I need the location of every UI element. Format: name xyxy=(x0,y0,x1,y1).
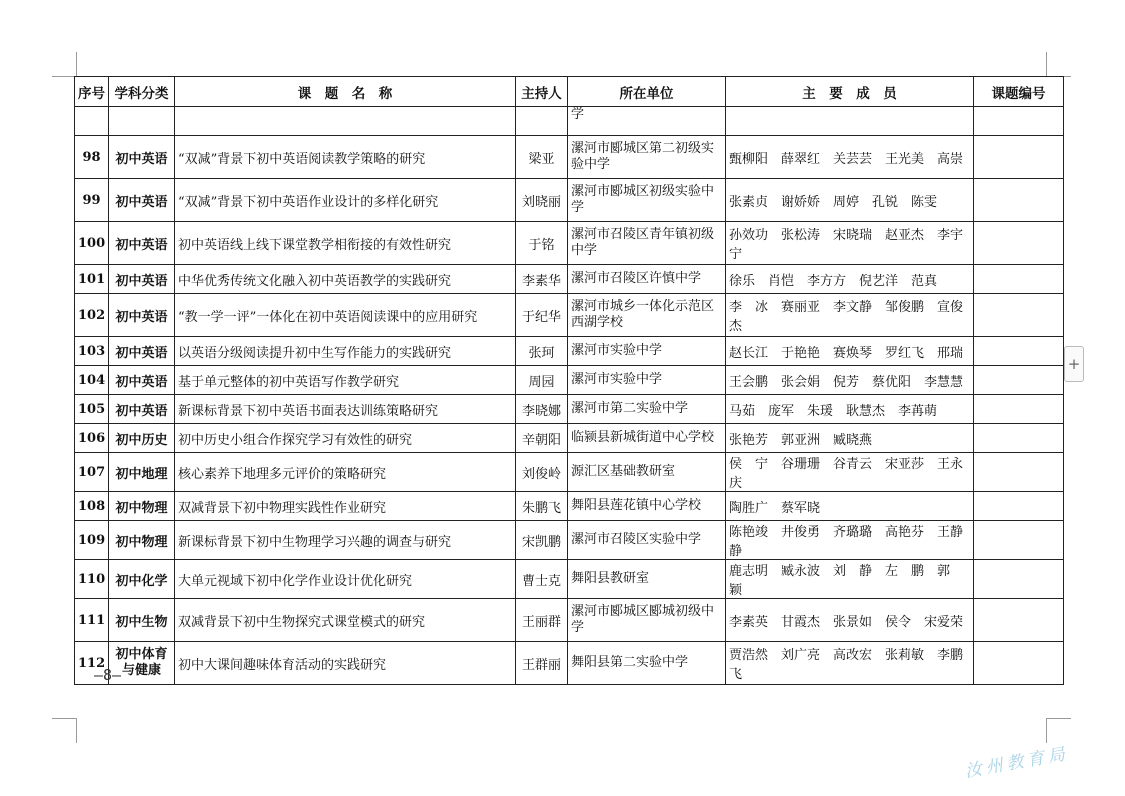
cell-members: 侯 宁 谷珊珊 谷青云 宋亚莎 王永庆 xyxy=(726,453,974,492)
cell-title xyxy=(175,107,516,136)
cell-subject: 初中英语 xyxy=(109,265,175,294)
table-row xyxy=(75,366,1064,395)
cell-unit: 漯河市第二实验中学 xyxy=(568,395,726,424)
cell-members: 张艳芳 郭亚洲 臧晓燕 xyxy=(726,424,974,453)
cell-title: “双减”背景下初中英语作业设计的多样化研究 xyxy=(175,179,516,222)
cell-title: 大单元视域下初中化学作业设计优化研究 xyxy=(175,560,516,599)
cell-no: 105 xyxy=(75,395,109,424)
cell-code xyxy=(974,492,1064,521)
cell-host: 周园 xyxy=(516,366,568,395)
cell-subject: 初中物理 xyxy=(109,521,175,560)
cell-no: 103 xyxy=(75,337,109,366)
cell-unit: 临颍县新城街道中心学校 xyxy=(568,424,726,453)
cell-members: 张素贞 谢娇娇 周婷 孔锐 陈雯 xyxy=(726,179,974,222)
header-code: 课题编号 xyxy=(974,77,1064,107)
cell-title: “双减”背景下初中英语阅读教学策略的研究 xyxy=(175,136,516,179)
cell-subject: 初中英语 xyxy=(109,294,175,337)
cell-code xyxy=(974,395,1064,424)
cell-host: 于铭 xyxy=(516,222,568,265)
cell-host: 梁亚 xyxy=(516,136,568,179)
cell-host: 王群丽 xyxy=(516,642,568,685)
cell-code xyxy=(974,294,1064,337)
header-unit: 所在单位 xyxy=(568,77,726,107)
cell-title: “教一学一评”一体化在初中英语阅读课中的应用研究 xyxy=(175,294,516,337)
cell-members: 李素英 甘霞杰 张景如 侯令 宋爱荣 xyxy=(726,599,974,642)
cell-code xyxy=(974,599,1064,642)
cell-title: 新课标背景下初中生物理学习兴趣的调查与研究 xyxy=(175,521,516,560)
cell-subject: 初中生物 xyxy=(109,599,175,642)
header-subject: 学科分类 xyxy=(109,77,175,107)
table-row xyxy=(75,599,1064,642)
table-row xyxy=(75,294,1064,337)
cell-title: 基于单元整体的初中英语写作教学研究 xyxy=(175,366,516,395)
header-title: 课 题 名 称 xyxy=(175,77,516,107)
table-row xyxy=(75,521,1064,560)
cell-subject: 初中体育与健康 xyxy=(109,642,175,685)
cell-no xyxy=(75,107,109,136)
table-row xyxy=(75,395,1064,424)
research-topics-table xyxy=(74,76,1064,685)
cell-code xyxy=(974,265,1064,294)
cell-no: 102 xyxy=(75,294,109,337)
cell-title: 以英语分级阅读提升初中生写作能力的实践研究 xyxy=(175,337,516,366)
cell-subject: 初中英语 xyxy=(109,395,175,424)
cell-unit: 漯河市郾城区郾城初级中学 xyxy=(568,599,726,642)
cell-unit: 学 xyxy=(568,107,726,136)
cell-unit: 源汇区基础教研室 xyxy=(568,453,726,492)
cell-members: 甄柳阳 薛翠红 关芸芸 王光美 高崇 xyxy=(726,136,974,179)
table-row xyxy=(75,642,1064,685)
corner-mark-top-right xyxy=(1046,52,1071,77)
cell-unit: 漯河市郾城区第二初级实验中学 xyxy=(568,136,726,179)
cell-code xyxy=(974,453,1064,492)
cell-title: 初中历史小组合作探究学习有效性的研究 xyxy=(175,424,516,453)
cell-title: 双减背景下初中物理实践性作业研究 xyxy=(175,492,516,521)
cell-members: 陈艳竣 井俊勇 齐璐璐 高艳芬 王静静 xyxy=(726,521,974,560)
cell-title: 核心素养下地理多元评价的策略研究 xyxy=(175,453,516,492)
cell-no: 99 xyxy=(75,179,109,222)
cell-no: 112 xyxy=(75,642,109,685)
page-number: —8— xyxy=(94,666,122,684)
cell-subject xyxy=(109,107,175,136)
header-host: 主持人 xyxy=(516,77,568,107)
cell-code xyxy=(974,337,1064,366)
table-row xyxy=(75,265,1064,294)
table-row xyxy=(75,560,1064,599)
corner-mark-bottom-left xyxy=(52,718,77,743)
cell-subject: 初中英语 xyxy=(109,179,175,222)
cell-unit: 舞阳县第二实验中学 xyxy=(568,642,726,685)
cell-host: 李晓娜 xyxy=(516,395,568,424)
cell-host: 朱鹏飞 xyxy=(516,492,568,521)
cell-host: 辛朝阳 xyxy=(516,424,568,453)
cell-members: 陶胜广 蔡军晓 xyxy=(726,492,974,521)
cell-no: 111 xyxy=(75,599,109,642)
cell-host: 曹士克 xyxy=(516,560,568,599)
cell-unit: 漯河市召陵区许慎中学 xyxy=(568,265,726,294)
cell-title: 中华优秀传统文化融入初中英语教学的实践研究 xyxy=(175,265,516,294)
cell-host: 刘晓丽 xyxy=(516,179,568,222)
watermark: 汝州教育局 xyxy=(963,743,1071,782)
cell-no: 101 xyxy=(75,265,109,294)
cell-host: 李素华 xyxy=(516,265,568,294)
cell-subject: 初中物理 xyxy=(109,492,175,521)
cell-members: 王会鹏 张会娟 倪芳 蔡优阳 李慧慧 xyxy=(726,366,974,395)
cell-code xyxy=(974,222,1064,265)
table-row xyxy=(75,424,1064,453)
cell-no: 98 xyxy=(75,136,109,179)
cell-no: 104 xyxy=(75,366,109,395)
cell-subject: 初中英语 xyxy=(109,136,175,179)
cell-no: 108 xyxy=(75,492,109,521)
table-row xyxy=(75,492,1064,521)
cell-host: 于纪华 xyxy=(516,294,568,337)
table-row xyxy=(75,222,1064,265)
cell-host: 王丽群 xyxy=(516,599,568,642)
table-row xyxy=(75,337,1064,366)
cell-unit: 漯河市实验中学 xyxy=(568,337,726,366)
corner-mark-top-left xyxy=(52,52,77,77)
cell-code xyxy=(974,366,1064,395)
header-no: 序号 xyxy=(75,77,109,107)
cell-host: 刘俊岭 xyxy=(516,453,568,492)
cell-code xyxy=(974,560,1064,599)
cell-members: 鹿志明 臧永波 刘 静 左 鹏 郭 颖 xyxy=(726,560,974,599)
cell-subject: 初中化学 xyxy=(109,560,175,599)
cell-members: 赵长江 于艳艳 赛焕琴 罗红飞 邢瑞 xyxy=(726,337,974,366)
cell-members: 李 冰 赛丽亚 李文静 邹俊鹏 宣俊杰 xyxy=(726,294,974,337)
cell-subject: 初中英语 xyxy=(109,366,175,395)
cell-members: 马茹 庞军 朱瑗 耿慧杰 李苒萌 xyxy=(726,395,974,424)
cell-unit: 漯河市郾城区初级实验中学 xyxy=(568,179,726,222)
cell-members: 徐乐 肖恺 李方方 倪艺洋 范真 xyxy=(726,265,974,294)
cell-host: 宋凯鹏 xyxy=(516,521,568,560)
cell-code xyxy=(974,521,1064,560)
cell-unit: 漯河市实验中学 xyxy=(568,366,726,395)
cell-title: 初中大课间趣味体育活动的实践研究 xyxy=(175,642,516,685)
add-comment-button[interactable]: + xyxy=(1064,346,1084,382)
cell-subject: 初中地理 xyxy=(109,453,175,492)
cell-unit: 舞阳县莲花镇中心学校 xyxy=(568,492,726,521)
cell-host xyxy=(516,107,568,136)
cell-subject: 初中英语 xyxy=(109,222,175,265)
cell-code xyxy=(974,107,1064,136)
cell-subject: 初中历史 xyxy=(109,424,175,453)
cell-title: 双减背景下初中生物探究式课堂模式的研究 xyxy=(175,599,516,642)
cell-no: 110 xyxy=(75,560,109,599)
cell-members xyxy=(726,107,974,136)
cell-subject: 初中英语 xyxy=(109,337,175,366)
cell-no: 106 xyxy=(75,424,109,453)
table-row xyxy=(75,179,1064,222)
table-row xyxy=(75,453,1064,492)
cell-members: 孙效功 张松涛 宋晓瑞 赵亚杰 李宇宁 xyxy=(726,222,974,265)
cell-no: 109 xyxy=(75,521,109,560)
cell-unit: 舞阳县教研室 xyxy=(568,560,726,599)
cell-code xyxy=(974,642,1064,685)
cell-members: 贾浩然 刘广亮 高改宏 张莉敏 李鹏飞 xyxy=(726,642,974,685)
cell-unit: 漯河市召陵区实验中学 xyxy=(568,521,726,560)
cell-title: 初中英语线上线下课堂教学相衔接的有效性研究 xyxy=(175,222,516,265)
cell-host: 张珂 xyxy=(516,337,568,366)
table-row xyxy=(75,136,1064,179)
table-header-row xyxy=(75,77,1064,107)
cell-code xyxy=(974,136,1064,179)
table-row xyxy=(75,107,1064,136)
cell-no: 100 xyxy=(75,222,109,265)
cell-no: 107 xyxy=(75,453,109,492)
cell-title: 新课标背景下初中英语书面表达训练策略研究 xyxy=(175,395,516,424)
cell-unit: 漯河市召陵区青年镇初级中学 xyxy=(568,222,726,265)
cell-unit: 漯河市城乡一体化示范区西湖学校 xyxy=(568,294,726,337)
cell-code xyxy=(974,424,1064,453)
cell-code xyxy=(974,179,1064,222)
header-members: 主 要 成 员 xyxy=(726,77,974,107)
